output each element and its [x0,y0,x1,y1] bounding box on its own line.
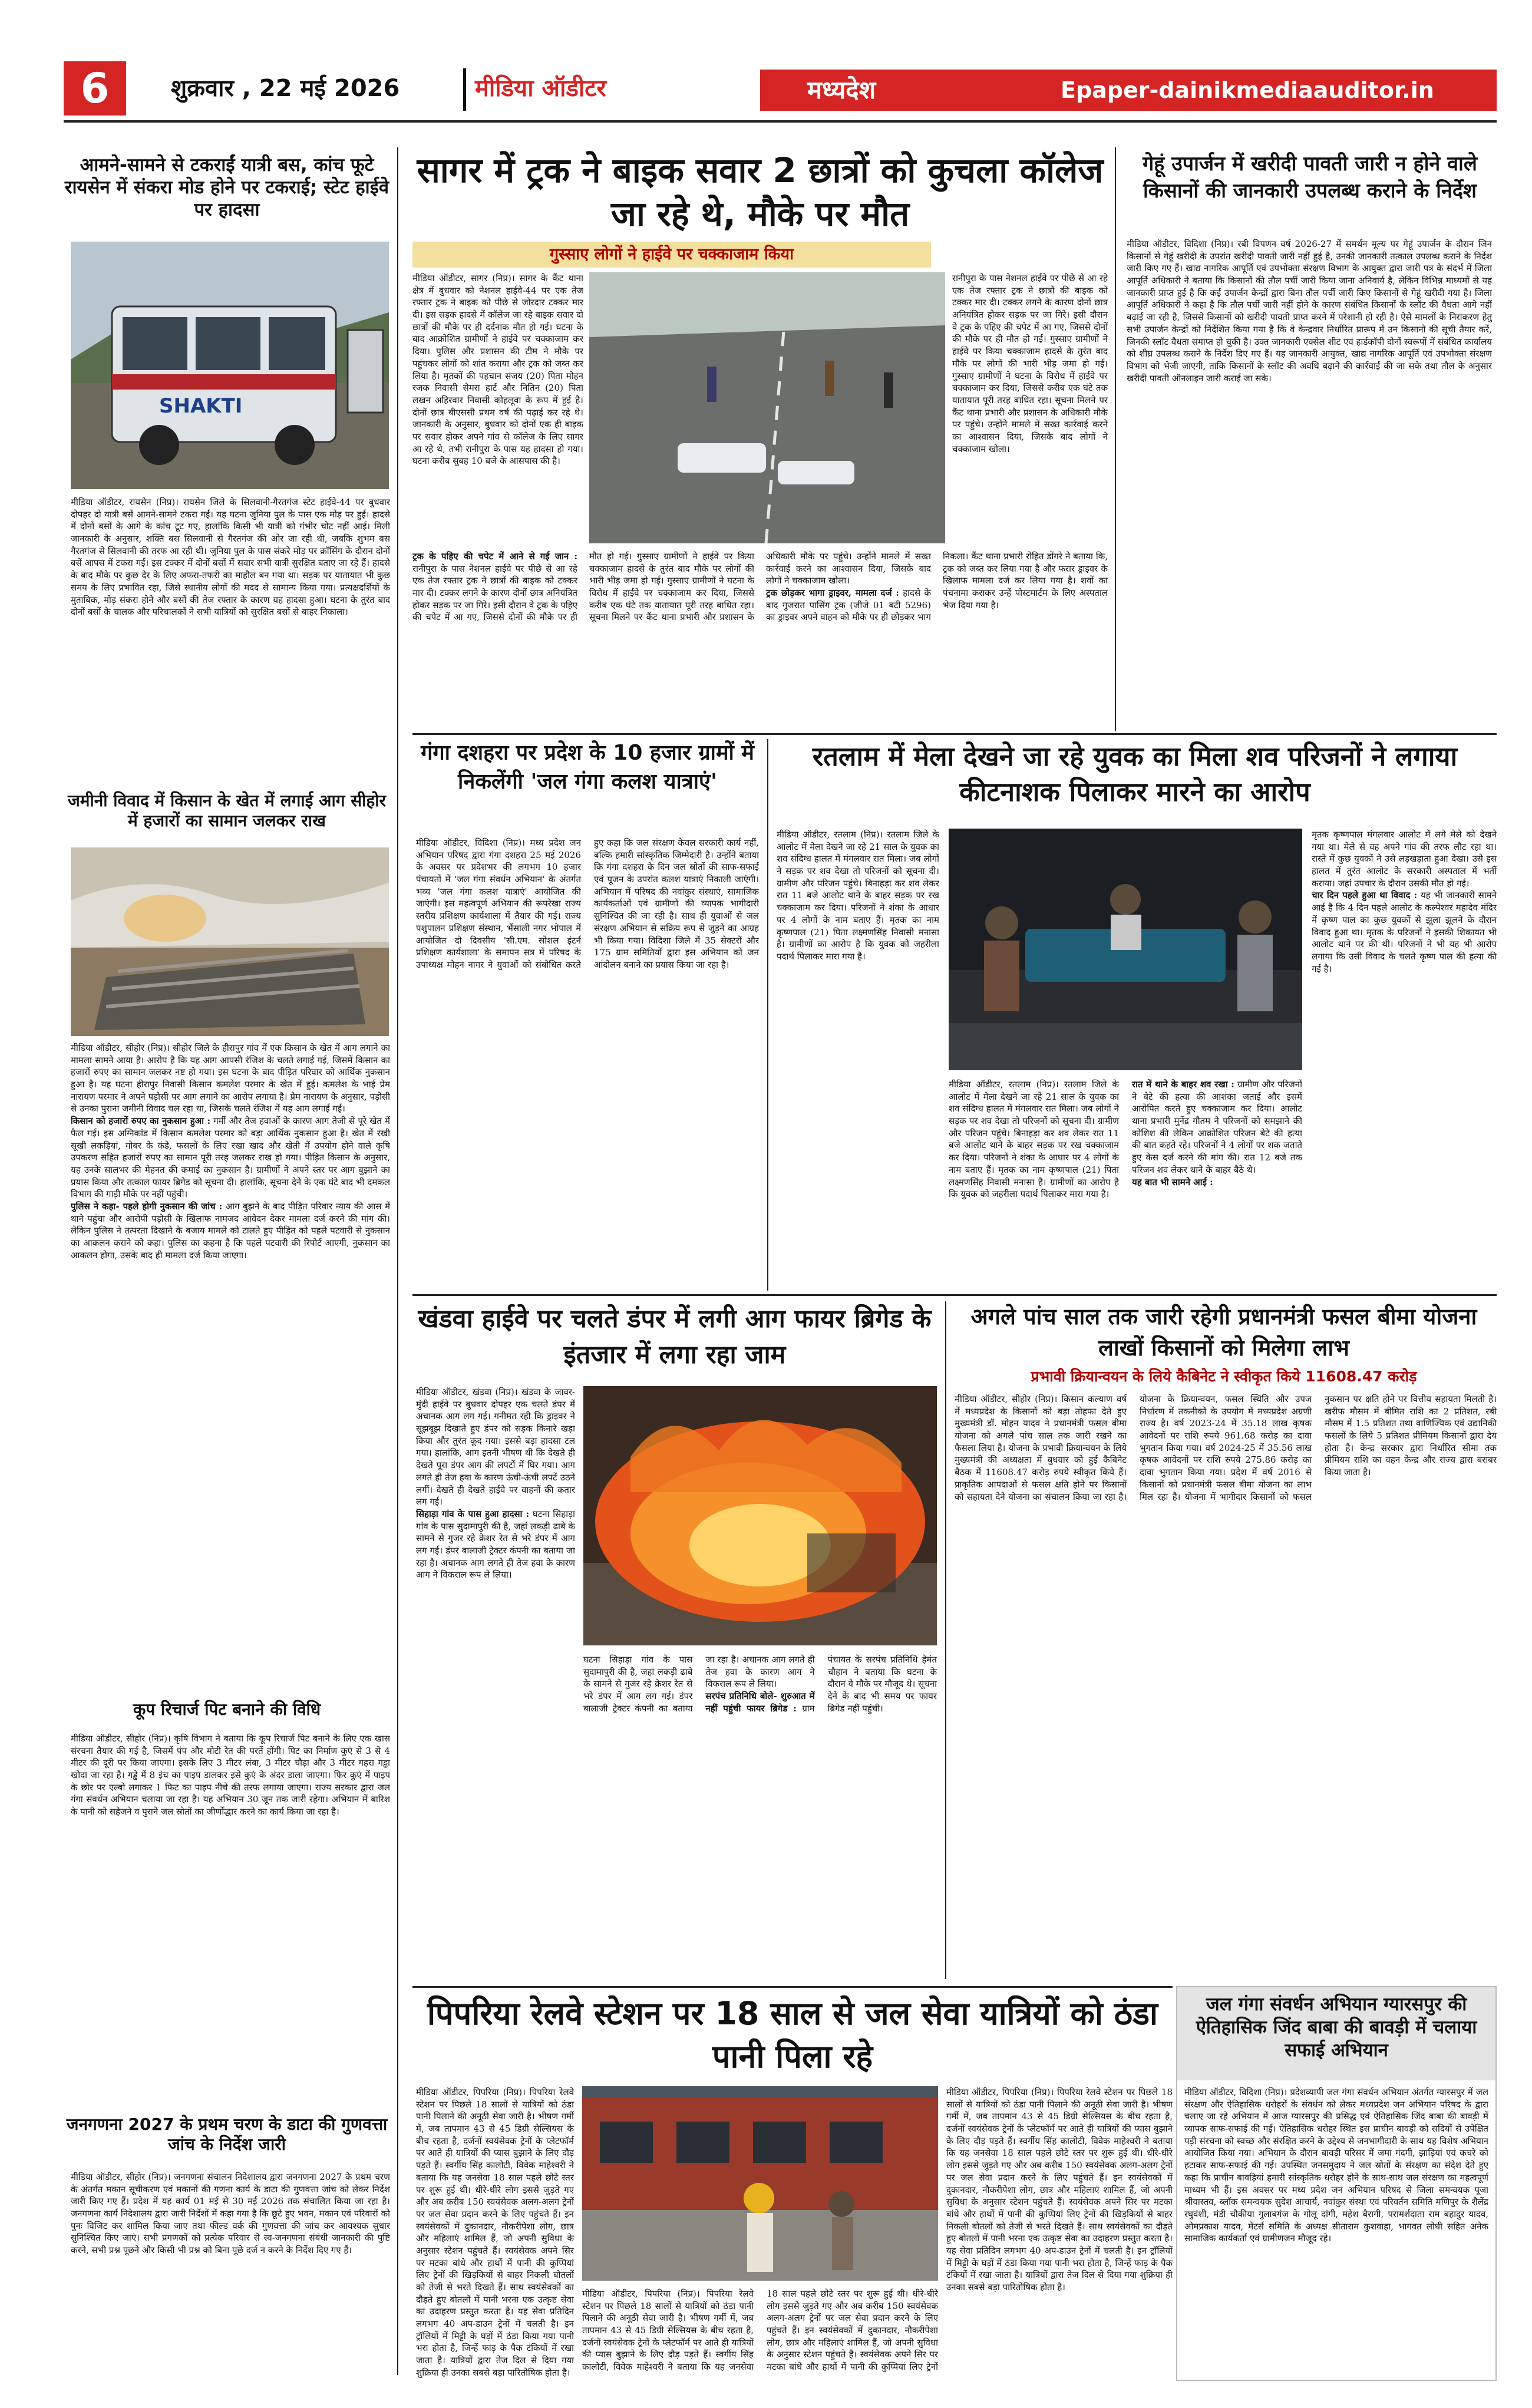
ratlam-para-1b: मीडिया ऑडीटर, रतलाम (निप्र)। रतलाम जिले के आलोट में मेला देखने जा रहे 21 साल के युवक का शव संदिग्ध हालत में मंगलवार रात मिला। जब लोगों ने सड़क पर शव देखा तो परिजनों को सूचना दी। ग्रामीण और परिजन पहुंचे। बिनाहड़ा कर शव लेकर रात 11 बजे आलोट थाने के बाहर सड़क पर रख चक्काजाम कर दिया। परिजनों ने शंका के आधार पर 4 लोगों के नाम बताए हैं। मृतक का नाम कृष्णपाल (21) पिता लक्ष्मणसिंह निवासी मनासा है। ग्रामीणों का आरोप है कि युवक को जहरीला पदार्थ पिलाकर मारा गया है। [949,1079,1119,1200]
sagar-para-2: रानीपुरा के पास नेशनल हाईवे पर पीछे से आ रहे एक तेज रफ्तार ट्रक ने छात्रों की बाइक को टक्कर मार दी। टक्कर लगने के कारण दोनों छात्र अनियंत्रित होकर सड़क पर जा गिरे। इसी दौरान वे ट्रक के पहिए की चपेट में आ गए, जिससे दोनों की मौके पर ही मौत हो गई। गुस्साए ग्रामीणों ने हाईवे पर किया चक्काजाम हादसे के तुरंत बाद मौके पर लोगों की भारी भीड़ जमा हो गई। गुस्साए ग्रामीणों ने घटना के विरोध में हाईवे पर चक्काजाम कर दिया, जिससे करीब एक घंटे तक यातायात पूरी तरह बाधित रहा। सूचना मिलने पर कैंट थाना प्रभारी और प्रशासन के अधिकारी मौके पर पहुंचे। उन्होंने मामले में सख्त कार्रवाई करने का आश्वासन दिया, जिसके बाद लोगों ने चक्काजाम खोला। [412,551,931,623]
farm-fire-photo [71,847,389,1036]
ratlam-para-4: यह भी जानकारी सामने आई है कि 4 दिन पहले आलोट के कल्पेश्वर महादेव मंदिर में कृष्ण पाल का कुछ युवकों से झूला झूलने के दौरान विवाद हुआ था। मृतक के परिजनों ने इसकी शिकायत भी आलोट थाने पर की थी। परिजनों ने भी यह भी आरोप लगाया कि उसी विवाद के चलते कृष्ण पाल की हत्या की गई है। [1312,890,1497,974]
khandwa-para-1b: घटना सिहाड़ा गांव के पास सुदामापुरी की है, जहां लकड़ी ढाबे के सामने से गुजर रहे क्रेशर रेत से भरे डंपर में आग लग गई। डंपर बालाजी ट्रेक्टर कंपनी का बताया जा रहा है। अचानक आग लगते ही तेज हवा के कारण आग ने विकराल रूप ले लिया। [583,1654,815,1714]
body-wheat: मीडिया ऑडीटर, विदिशा (निप्र)। रबी विपणन वर्ष 2026-27 में समर्थन मूल्य पर गेहूं उपार्जन के दौरान जिन किसानों से गेहूं खरीदी के उपरांत खरीदी पावती जारी नहीं हुई है, उनकी जानकारी तत्काल उपलब्ध कराने के निर्देश जारी किए गए हैं। खाद्य नागरिक आपूर्ति एवं उपभोक्ता संरक्षण विभाग के आयुक्त द्वारा जारी पत्र के संदर्भ में जिला आपूर्ति अधिकारी ने बताया कि किसानों की तौल पर्ची जारी किया जाना अनिवार्य है, लेकिन विभिन्न माध्यमों से यह जानकारी प्राप्त हुई है कि कई उपार्जन केन्द्रों द्वारा बिना तौल पर्ची जारी किए किसानों से गेहूं खरीदी गया है। जिला आपूर्ति अधिकारी ने कहा है कि तौल पर्ची जारी नहीं होने के कारण संबंधित किसानों के स्लॉट की वैधता आगे नहीं बढ़ाई जा रही है, जिससे किसानों को खरीदी पावती प्राप्त करने में परेशानी हो रही है। ऐसे मामलों के निराकरण हेतु सभी उपार्जन केन्द्रों को निर्देशित किया गया है कि वे केन्द्रवार निर्धारित प्रारूप में उन किसानों की सूची तैयार करें, जिनकी स्लॉट वैधता समाप्त हो चुकी है। उक्त जानकारी एक्सेल शीट एवं हार्डकॉपी दोनों स्वरूपों में संबंधित कार्यालय को शीघ्र उपलब्ध कराने के निर्देश दिए गए हैं। यह जानकारी आयुक्त, खाद्य नागरिक आपूर्ति एवं उपभोक्ता संरक्षण विभाग को भेजी जाएगी, ताकि किसानों के स्लॉट की अवधि बढ़ाने की कार्रवाई की जा सके तथा तौल के अनुसार खरीदी पावती ऑनलाइन जारी कराई जा सके। [1127,239,1492,384]
khandwa-sub-1: सिहाड़ा गांव के पास हुआ हादसा : [416,1508,530,1519]
body-ratlam [777,829,1497,1291]
farm-fire-sub-1: किसान को हजारों रुपए का नुकसान हुआ : [71,1116,211,1127]
pipariya-para-1b: मीडिया ऑडीटर, पिपरिया (निप्र)। पिपरिया रेलवे स्टेशन पर पिछले 18 सालों से यात्रियों को ठंडा पानी पिलाने की अनूठी सेवा जारी है। भीषण गर्मी में, जब तापमान 43 से 45 डिग्री सेल्सियस के बीच रहता है, दर्जनों स्वयंसेवक ट्रेनों के प्लेटफॉर्म पर आते ही यात्रियों की प्यास बुझाने के लिए दौड़ पड़ते हैं। स्वर्गीय सिंह कालोटी, विवेक माहेश्वरी ने बताया कि यह जनसेवा 18 साल पहले छोटे स्तर पर शुरू हुई थी। धीरे-धीरे लोग इससे जुड़ते गए और अब करीब 150 स्वयंसेवक अलग-अलग ट्रेनों पर जल सेवा प्रदान करने के लिए पहुंचते हैं। इन स्वयंसेवकों में दुकानदार, नौकरीपेशा लोग, छात्र और महिलाएं शामिल हैं, जो अपनी सुविधा के अनुसार स्टेशन पहुंचते हैं। स्वयंसेवक अपने सिर पर मटका बांधे और हाथों में पानी की कुप्पियां लिए ट्रेनों [582,2288,938,2373]
epaper-url[interactable]: Epaper-dainikmediaauditor.in [1061,77,1434,103]
body-farm-fire [71,1042,390,1696]
masthead-rule [64,120,1497,123]
covered-body [678,443,766,473]
headline-ratlam: रतलाम में मेला देखने जा रहे युवक का मिला शव परिजनों ने लगाया कीटनाशक पिलाकर मारने का आरोप [812,741,1458,808]
headline-recharge: कूप रिचार्ज पिट बनाने की विधि [133,1700,321,1719]
sagar-para-1: मीडिया ऑडीटर, सागर (निप्र)। सागर के कैंट थाना क्षेत्र में बुधवार को नेशनल हाईवे-44 पर एक तेज रफ्तार ट्रक ने बाइक को पीछे से जोरदार टक्कर मार दी। इस सड़क हादसे में कॉलेज जा रहे बाइक सवार दो छात्रों की मौके पर ही दर्दनाक मौत हो गई। घटना के बाद आक्रोशित ग्रामीणों ने हाईवे पर चक्काजाम कर दिया। पुलिस और प्रशासन की टीम ने मौके पर पहुंचकर लोगों को शांत कराया और ट्रक को जब्त कर लिया है। मृतकों की पहचान संजय (20) पिता मोहन रजक निवासी सेमरा हार्ट और नितिन (20) पिता लखन अहिरवार निवासी कोहलूवा के रूप में हुई है। दोनों छात्र बीएससी प्रथम वर्ष की पढ़ाई कर रहे थे। जानकारी के अनुसार, बुधवार को दोनों एक ही बाइक पर सवार होकर अपने गांव से कॉलेज के लिए सागर आ रहे थे, तभी रानीपुरा के पास यह हादसा हो गया। घटना करीब सुबह 10 बजे के आसपास की है। [412,273,583,467]
headline-khandwa: खंडवा हाईवे पर चलते डंपर में लगी आग फायर ब्रिगेड के इंतजार में लगा रहा जाम [418,1304,932,1370]
sagar-para-2a: रानीपुरा के पास नेशनल हाईवे पर पीछे से आ रहे एक तेज रफ्तार ट्रक ने छात्रों की बाइक को टक्कर मार दी। टक्कर लगने के कारण दोनों छात्र अनियंत्रित होकर सड़क पर जा गिरे। इसी दौरान वे ट्रक के पहिए की चपेट में आ गए, जिससे दोनों की मौके पर ही मौत हो गई। गुस्साए ग्रामीणों ने हाईवे पर किया चक्काजाम हादसे के तुरंत बाद मौके पर लोगों की भारी भीड़ जमा हो गई। गुस्साए ग्रामीणों ने घटना के विरोध में हाईवे पर चक्काजाम कर दिया, जिससे करीब एक घंटे तक यातायात पूरी तरह बाधित रहा। सूचना मिलने पर कैंट थाना प्रभारी और प्रशासन के अधिकारी मौके पर पहुंचे। उन्होंने मामले में सख्त कार्रवाई करने का आश्वासन दिया, जिसके बाद लोगों ने चक्काजाम खोला। [952,273,1108,454]
khandwa-sub-2: सरपंच प्रतिनिधि बोले- शुरुआत में नहीं पहुंची फायर ब्रिगेड : [705,1691,815,1714]
bus-livery-text: SHAKTI [159,394,243,418]
headline-sagar: सागर में ट्रक ने बाइक सवार 2 छात्रों को कुचला कॉलेज जा रहे थे, मौके पर मौत [417,150,1104,235]
body-baoli: मीडिया ऑडीटर, विदिशा (निप्र)। प्रदेशव्यापी जल गंगा संवर्धन अभियान अंतर्गत ग्यारसपुर में जल संरक्षण और ऐतिहासिक धरोहरों के संवर्धन को लेकर मध्यप्रदेश जन अभियान परिषद के द्वारा चलाए जा रहे अभियान में आज ग्यारसपुर की प्रसिद्ध एवं ऐतिहासिक जिंद बाबा की बावड़ी में व्यापक साफ-सफाई की गई। ऐतिहासिक धरोहर स्थित इस प्राचीन बावड़ी को सदियों से उपेक्षित पड़ी संरचना को स्वच्छ और संरक्षित करने के उद्देश्य से जनभागीदारी के साथ यह विशेष अभियान आयोजित किया गया। अभियान के दौरान बावड़ी परिसर में जमा गंदगी, झाड़ियां एवं कचरे को हटाकर साफ-सफाई की गई। उपस्थित जनसमुदाय ने जल स्रोतों के संरक्षण का संदेश देते हुए कहा कि प्राचीन बावड़ियां हमारी सांस्कृतिक धरोहर होने के साथ-साथ जल संरक्षण का महत्वपूर्ण माध्यम भी हैं। इस अवसर पर मध्य प्रदेश जन अभियान परिषद से जिला समन्वयक पूजा श्रीवास्तव, ब्लॉक समन्वयक सुदेश आचार्य, नवांकुर संस्था एवं परिवर्तन समिति मणिपुर के शैलेंद्र रघुवंशी, मंडी चौकीया गुलाबगंज के गोलू दांगी, महेश बैरागी, परामर्शदाता राम बहादुर यादव, ओमप्रकाश यादव, मेंटर्स समिति के अध्यक्ष सीताराम कुशवाहा, भागवत लोधी सहित अनेक सामाजिक कार्यकर्ता एवं ग्रामीणजन मौजूद रहे। [1184,2087,1488,2244]
ratlam-para-2: ग्रामीण और परिजनों ने बेटे की हत्या की आशंका जताई और इसमें आरोपित करते हुए चक्काजाम कर दिया। आलोट थाना प्रभारी मुनेंद्र गौतम ने परिजनों को समझाने की कोशिश की लेकिन आक्रोशित परिजन बेटे की हत्या की बात कहते रहे। परिजनों ने 4 लोगों पर शक जताते हुए केस दर्ज करने की मांग की। रात 12 बजे तक परिजन शव लेकर थाने के बाहर बैठे थे। [1132,1079,1302,1175]
farm-fire-para-1: मीडिया ऑडीटर, सीहोर (निप्र)। सीहोर जिले के हीरापुर गांव में एक किसान के खेत में आग लगाने का मामला सामने आया है। आरोप है कि यह आग आपसी रंजिश के चलते लगाई गई, जिसमें किसान का हजारों रुपए का सामान जलकर नष्ट हो गया। इस घटना के बाद पीड़ित परिवार को आर्थिक नुकसान हुआ है। यह घटना हीरापुर निवासी किसान कमलेश परमार के खेत में हुई। कमलेश के भाई प्रेम नारायण परमार ने अपने पड़ोसी पर आग लगाने का आरोप लगाया है। प्रेम नारायण के अनुसार, पड़ोसी से उनका पुराना जमीनी विवाद चल रहा था, जिसके चलते रंजिश में यह आग लगाई गई। [71,1043,390,1114]
section-rule [412,1986,1173,1988]
headline-fasal: अगले पांच साल तक जारी रहेगी प्रधानमंत्री फसल बीमा योजना लाखों किसानों को मिलेगा लाभ [970,1304,1477,1361]
column-rule [397,147,398,2375]
subhead-fasal: प्रभावी क्रियान्वयन के लिये कैबिनेट ने स्वीकृत किये 11608.47 करोड़ [1031,1368,1417,1385]
pipariya-para-1: मीडिया ऑडीटर, पिपरिया (निप्र)। पिपरिया रेलवे स्टेशन पर पिछले 18 सालों से यात्रियों को ठंडा पानी पिलाने की अनूठी सेवा जारी है। भीषण गर्मी में, जब तापमान 43 से 45 डिग्री सेल्सियस के बीच रहता है, दर्जनों स्वयंसेवक ट्रेनों के प्लेटफॉर्म पर आते ही यात्रियों की प्यास बुझाने के लिए दौड़ पड़ते हैं। स्वर्गीय सिंह कालोटी, विवेक माहेश्वरी ने बताया कि यह जनसेवा 18 साल पहले छोटे स्तर पर शुरू हुई थी। धीरे-धीरे लोग इससे जुड़ते गए और अब करीब 150 स्वयंसेवक अलग-अलग ट्रेनों पर जल सेवा प्रदान करने के लिए पहुंचते हैं। इन स्वयंसेवकों में दुकानदार, नौकरीपेशा लोग, छात्र और महिलाएं शामिल हैं, जो अपनी सुविधा के अनुसार स्टेशन पहुंचते हैं। स्वयंसेवक अपने सिर पर मटका बांधे और हाथों में पानी की कुप्पियां लिए ट्रेनों की खिड़कियों से बाहर निकली बोतलों को तेजी से भरते दिखते हैं। साथ स्वयंसेवकों का दौड़ते हुए बोतलों में पानी भरना एक उत्कृष्ट सेवा का उदाहरण प्रस्तुत करता है। यह सेवा प्रतिदिन लगभग 40 अप-डाउन ट्रेनों में चलती है। इन ट्रॉलियों में मिट्टी के घड़ों में ठंडा किया गया पानी भरा होता है, जिन्हें फाड़ के पैक टंकियों में रखा जाता है। यात्रियों द्वारा तेज दिल से दिया गया शुक्रिया ही उनका सबसे बड़ा पारितोषिक होता है। [416,2087,574,2378]
ratlam-sub-1: रात में थाने के बाहर शव रखा : [1132,1079,1234,1090]
headline-pipariya: पिपरिया रेलवे स्टेशन पर 18 साल से जल सेवा यात्रियों को ठंडा पानी पिला रहे [427,1995,1158,2076]
page-number: 6 [80,64,110,113]
body-bus: मीडिया ऑडीटर, रायसेन (निप्र)। रायसेन जिले के सिलवानी-गैरतगंज स्टेट हाईवे-44 पर बुधवार दोपहर दो यात्री बसें आमने-सामने टकरा गईं। यह घटना जुनिया पुल के पास एक मोड़ पर हुई। हादसे में दोनों बसों के आगे के कांच टूट गए, हालांकि किसी भी यात्री को गंभीर चोट नहीं आई। मिली जानकारी के अनुसार, शक्ति बस सिलवानी से गैरतगंज की ओर जा रही थी, जबकि शुभम बस गैरतगंज से सिलवानी की तरफ आ रही थी। जुनिया पुल के पास संकरे मोड़ पर क्रॉसिंग के दौरान दोनों बसें आपस में टकरा गईं। इस टक्कर में दोनों बसों में सवार सभी यात्री सुरक्षित बताए जा रहे हैं। हादसे के बाद मौके पर कुछ देर के लिए अफरा-तफरी का माहौल बन गया था। सड़क पर यातायात भी कुछ समय के लिए प्रभावित रहा, जिसे स्थानीय लोगों की मदद से सामान्य किया गया। प्रत्यक्षदर्शियों के मुताबिक, मोड़ संकरा होने और बसों की तेज रफ्तार के कारण यह हादसा हुआ। घटना के तुरंत बाद दोनों बसों के चालक और परिचालकों ने सभी यात्रियों को सुरक्षित बसों से बाहर निकाला। [71,497,390,618]
ratlam-para-3: मृतक कृष्णपाल मंगलवार आलोट में लगे मेले को देखने गया था। मेले से वह अपने गांव की तरफ लौट रहा था। रास्ते में कुछ युवकों ने उसे लड़खड़ाता हुआ देखा। उसे इस हालत में तुरंत आलोट के सरकारी अस्पताल में भर्ती कराया। जहां उपचार के दौरान उसकी मौत हो गई। [1312,829,1497,889]
farm-fire-para-3: आग बुझने के बाद पीड़ित परिवार न्याय की आस में थाने पहुंचा और आरोपी पड़ोसी के खिलाफ नामजद आवेदन देकर मामला दर्ज करने की मांग की। लेकिन पुलिस ने तत्परता दिखाने के बजाय मामले को टालते हुए पीड़ित को पहले पटवारी से नुकसान का आकलन कराने को कहा। पुलिस का कहना है कि पहले पटवारी की रिपोर्ट आएगी, नुकसान का आकलन होगा, उसके बाद ही मामला दर्ज किया जाएगा। [71,1200,390,1261]
ratlam-sub-3: चार दिन पहले हुआ था विवाद : [1312,890,1418,901]
subhead-sagar: गुस्साए लोगों ने हाईवे पर चक्काजाम किया [412,242,931,268]
sagar-para-3: हादसे के बाद गुजरात पासिंग ट्रक (जीजे 01 बटी 5296) का ड्राइवर अपने वाहन को मौके पर ही छोड़कर भाग निकला। कैंट थाना प्रभारी रोहित डोंगरे ने बताया कि, ट्रक को जब्त कर लिया गया है और फरार ड्राइवर के खिलाफ मामला दर्ज कर लिया गया है। शवों का पंचनामा कराकर उन्हें पोस्टमार्टम के लिए अस्पताल भेज दिया गया है। [766,551,1108,623]
headline-bus: आमने-सामने से टकराईं यात्री बस, कांच फूटे रायसेन में संकरा मोड होने पर टकराई; स्टेट हाईवे पर हादसा [64,154,389,220]
body-ganga: मीडिया ऑडीटर, विदिशा (निप्र)। मध्य प्रदेश जन अभियान परिषद द्वारा गंगा दशहरा 25 मई 2026 के अवसर पर प्रदेशभर की लगभग 10 हजार पंचायतों में 'जल गंगा संवर्धन अभियान' के अंतर्गत भव्य 'जल गंगा कलश यात्राएं' आयोजित की जाएंगी। इस महत्वपूर्ण अभियान की रूपरेखा राज्य स्तरीय प्रशिक्षण कार्यशाला में तैयार की गई। राज्य पशुपालन प्रशिक्षण संस्थान, भैंसाली नगर भोपाल में आयोजित दो दिवसीय 'सी.एम. सोशल इंटर्न प्रशिक्षण कार्यशाला' के समापन सत्र में परिषद के उपाध्यक्ष मोहन नागर ने युवाओं को संबोधित करते हुए कहा कि जल संरक्षण केवल सरकारी कार्य नहीं, बल्कि हमारी सांस्कृतिक जिम्मेदारी है। उन्होंने बताया कि गंगा दशहरा के दिन जल स्रोतों की साफ-सफाई एवं पूजन के उपरांत कलश यात्राएं निकाली जाएंगी। अभियान में परिषद की नवांकुर संस्थाएं, सामाजिक कार्यकर्ताओं एवं ग्रामीणों की व्यापक भागीदारी सुनिश्चित की जा रही है। साथ ही युवाओं से जल संरक्षण अभियान से सक्रिय रूप से जुड़ने का आग्रह भी किया गया। विदिशा जिले में 35 सेक्टरों और 175 ग्राम समितियों द्वारा इस अभियान को जन आंदोलन बनाने का प्रयास किया जा रहा है। [416,837,759,970]
body-sagar [412,272,1108,750]
ratlam-photo [949,829,1302,1070]
headline-wheat: गेहूं उपार्जन में खरीदी पावती जारी न होने वाले किसानों की जानकारी उपलब्ध कराने के निर्देश [1143,152,1477,203]
section-name: मध्यदेश [807,75,876,104]
body-khandwa [416,1386,937,1981]
headline-baoli: जल गंगा संवर्धन अभियान ग्यारसपुर की ऐतिहासिक जिंद बाबा की बावड़ी में चलाया सफाई अभियान [1177,1987,1495,2080]
sagar-sub-1: ट्रक के पहिए की चपेट में आने से गई जान : [412,551,577,562]
sagar-photo [589,272,945,543]
body-pipariya [416,2086,1173,2381]
headline-ganga: गंगा दशहरा पर प्रदेश के 10 हजार ग्रामों में निकलेंगी 'जल गंगा कलश यात्राएं' [421,741,754,794]
body-recharge: मीडिया ऑडीटर, सीहोर (निप्र)। कृषि विभाग ने बताया कि कूप रिचार्ज पिट बनाने के लिए एक खास संरचना तैयार की गई है, जिसमें पंप और मोटी रेत की परतें होंगी। पिट का निर्माण कुएं से 3 से 4 मीटर की दूरी पर किया जाएगा। इसके लिए 3 मीटर लंबा, 3 मीटर चौड़ा और 3 मीटर गहरा गड्ढा खोदा जा रहा है। गड्ढे में 8 इंच का पाइप डालकर इसे कुएं के अंदर डाला जाएगा। फिर कुएं में पाइप के छोर पर एल्बो लगाकर 1 फिट का पाइप नीचे की तरफ लगाया जाएगा। राज्य सरकार द्वारा जल गंगा संवर्धन अभियान चलाया जा रहा है। यह अभियान 30 जून तक जारी रहेगा। अभियान में बारिश के पानी को सहेजने व पुराने जल स्रोतों का जीर्णोद्धार करने का कार्य किया जा रहा है। [71,1733,390,1817]
sagar-sub-2: ट्रक छोड़कर भागा ड्राइवर, मामला दर्ज : [766,588,899,599]
body-fasal: मीडिया ऑडीटर, सीहोर (निप्र)। किसान कल्याण वर्ष में मध्यप्रदेश के किसानों को बड़ा तोहफा देते हुए मुख्यमंत्री डॉ. मोहन यादव ने प्रधानमंत्री फसल बीमा योजना को अगले पांच साल तक जारी रखने का फैसला लिया है। योजना के प्रभावी क्रियान्वयन के लिये मुख्यमंत्री की अध्यक्षता में बुधवार को हुई कैबिनेट बैठक में 11608.47 करोड़ रुपये स्वीकृत किये हैं। प्राकृतिक आपदाओं से फसल क्षति होने पर किसानों को सहायता देने योजना का संचालन किया जा रहा है। योजना के क्रियान्वयन, फसल स्थिति और उपज निर्धारण में तकनीकों के उपयोग में मध्यप्रदेश अग्रणी राज्य है। वर्ष 2023-24 में 35.18 लाख कृषक आवेदनों पर राशि रुपये 961.68 करोड़ का दावा भुगतान किया गया। वर्ष 2024-25 में 35.56 लाख कृषक आवेदनों पर राशि रुपये 275.86 करोड़ का दावा भुगतान किया गया। प्रदेश में वर्ष 2016 से किसानों को प्रधानमंत्री फसल बीमा योजना का लाभ मिल रहा है। योजना में भागीदार किसानों को फसल नुकसान पर क्षति होने पर वित्तीय सहायता मिलती है। खरीफ मौसम में बीमित राशि का 2 प्रतिशत, रबी मौसम में 1.5 प्रतिशत तथा वाणिज्यिक एवं उद्यानिकी फसलों के लिये 5 प्रतिशत प्रीमियम किसानों द्वारा देय होता है। केन्द्र सरकार द्वारा निर्धारित सीमा तक प्रीमियम राशि का वहन केन्द्र और राज्य द्वारा बराबर किया जाता है। [955,1394,1497,1502]
ratlam-para-1: मीडिया ऑडीटर, रतलाम (निप्र)। रतलाम जिले के आलोट में मेला देखने जा रहे 21 साल के युवक का शव संदिग्ध हालत में मंगलवार रात मिला। जब लोगों ने सड़क पर शव देखा तो परिजनों को सूचना दी। ग्रामीण और परिजन पहुंचे। बिनाहड़ा कर शव लेकर रात 11 बजे आलोट थाने के बाहर सड़क पर रख चक्काजाम कर दिया। परिजनों ने शंका के आधार पर 4 लोगों के नाम बताए हैं। मृतक का नाम कृष्णपाल (21) पिता लक्ष्मणसिंह निवासी मनासा है। ग्रामीणों का आरोप है कि युवक को जहरीला पदार्थ पिलाकर मारा गया है। [777,829,939,962]
pipariya-para-2: मीडिया ऑडीटर, पिपरिया (निप्र)। पिपरिया रेलवे स्टेशन पर पिछले 18 सालों से यात्रियों को ठंडा पानी पिलाने की अनूठी सेवा जारी है। भीषण गर्मी में, जब तापमान 43 से 45 डिग्री सेल्सियस के बीच रहता है, दर्जनों स्वयंसेवक ट्रेनों के प्लेटफॉर्म पर आते ही यात्रियों की प्यास बुझाने के लिए दौड़ पड़ते हैं। स्वर्गीय सिंह कालोटी, विवेक माहेश्वरी ने बताया कि यह जनसेवा 18 साल पहले छोटे स्तर पर शुरू हुई थी। धीरे-धीरे लोग इससे जुड़ते गए और अब करीब 150 स्वयंसेवक अलग-अलग ट्रेनों पर जल सेवा प्रदान करने के लिए पहुंचते हैं। इन स्वयंसेवकों में दुकानदार, नौकरीपेशा लोग, छात्र और महिलाएं शामिल हैं, जो अपनी सुविधा के अनुसार स्टेशन पहुंचते हैं। स्वयंसेवक अपने सिर पर मटका बांधे और हाथों में पानी की कुप्पियां लिए ट्रेनों की खिड़कियों से बाहर निकली बोतलों को तेजी से भरते दिखते हैं। साथ स्वयंसेवकों का दौड़ते हुए बोतलों में पानी भरना एक उत्कृष्ट सेवा का उदाहरण प्रस्तुत करता है। यह सेवा प्रतिदिन लगभग 40 अप-डाउन ट्रेनों में चलती है। इन ट्रॉलियों में मिट्टी के घड़ों में ठंडा किया गया पानी भरा होता है, जिन्हें फाड़ के पैक टंकियों में रखा जाता है। यात्रियों द्वारा तेज दिल से दिया गया शुक्रिया ही उनका सबसे बड़ा पारितोषिक होता है। [946,2087,1173,2292]
body-census: मीडिया ऑडीटर, सीहोर (निप्र)। जनगणना संचालन निदेशालय द्वारा जनगणना 2027 के प्रथम चरण के अंतर्गत मकान सूचीकरण एवं मकानों की गणना कार्य के डाटा की गुणवत्ता जांच को लेकर निर्देश जारी किए गए हैं। प्रदेश में यह कार्य 01 मई से 30 मई 2026 तक संचालित किया जा रहा है। जनगणना कार्य निदेशालय द्वारा जारी निर्देशों में कहा गया है कि छूटे हुए भवन, मकान एवं परिवारों को पुनः विजिट कर शामिल किया जाए तथा फील्ड वर्क की गुणवत्ता की जांच कर आवश्यक सुधार सुनिश्चित किए जाएं। सभी प्रगणकों को प्रत्येक परिवार से स्व-जनगणना संबंधी जानकारी की पुष्टि करने, सभी प्रश्न पूछने और किसी भी प्रश्न को बिना पूछे दर्ज न करने के निर्देश दिए गए हैं। [71,2172,390,2256]
masthead-divider [463,68,466,111]
column-rule [1115,147,1116,731]
section-rule [412,1294,1497,1296]
issue-date: शुक्रवार , 22 मई 2026 [171,75,400,102]
ratlam-sub-2: यह बात भी सामने आई : [1132,1176,1213,1187]
headline-farm-fire: जमीनी विवाद में किसान के खेत में लगाई आग सीहोर में हजारों का सामान जलकर राख [67,791,387,831]
pipariya-photo [582,2086,938,2281]
farm-fire-sub-2: पुलिस ने कहा- पहले होगी नुकसान की जांच : [71,1200,223,1212]
khandwa-para-3: ग्राम पंचायत के सरपंच प्रतिनिधि हेमंत चौहान ने बताया कि घटना के दौरान वे मौके पर मौजूद थे। सूचना देने के बाद भी समय पर फायर ब्रिगेड नहीं पहुंची। [802,1654,937,1714]
headline-census: जनगणना 2027 के प्रथम चरण के डाटा की गुणवत्ता जांच के निर्देश जारी [66,2115,388,2155]
section-rule [412,733,1497,735]
bus-photo [71,242,389,489]
khandwa-para-2: घटना सिहाड़ा गांव के पास सुदामापुरी की है, जहां लकड़ी ढाबे के सामने से गुजर रहे क्रेशर रेत से भरे डंपर में आग लग गई। डंपर बालाजी ट्रेक्टर कंपनी का बताया जा रहा है। अचानक आग लगते ही तेज हवा के कारण आग ने विकराल रूप ले लिया। [416,1508,575,1581]
column-rule [945,1301,946,1979]
khandwa-photo [583,1386,937,1645]
column-rule [767,739,768,1291]
paper-name: मीडिया ऑडीटर [475,75,606,102]
farm-fire-para-2: गर्मी और तेज हवाओं के कारण आग तेजी से पूरे खेत में फैल गई। इस अग्निकांड में किसान कमलेश परमार को बड़ा आर्थिक नुकसान हुआ है। खेत में रखी सूखी लकड़ियां, गोबर के कंडे, फसलों के लिए रखा खाद और खेती में उपयोग होने वाले कृषि उपकरण सहित हजारों रुपए का सामान पूरी तरह जलकर राख हो गया। पीड़ित किसान के अनुसार, यह उनके सालभर की मेहनत की कमाई का नुकसान है। ग्रामीणों ने अपने स्तर पर आग बुझाने का प्रयास किया और तत्काल फायर ब्रिगेड को सूचना दी। हालांकि, सूचना देने के एक घंटे बाद भी दमकल विभाग की गाड़ी मौके पर नहीं पहुंची। [71,1116,390,1200]
masthead [0,0,1532,121]
khandwa-para-1: मीडिया ऑडीटर, खंडवा (निप्र)। खंडवा के जावर-मुंदी हाईवे पर बुधवार दोपहर एक चलते डंपर में अचानक आग लग गई। गनीमत रही कि ड्राइवर ने सूझबूझ दिखाते हुए डंपर को सड़क किनारे खड़ा किया और तुरंत कूद गया। इससे बड़ा हादसा टल गया। हालांकि, आग इतनी भीषण थी कि देखते ही देखते पूरा डंपर आग की लपटों में घिर गया। आग लगते ही तेज हवा के कारण ऊंची-ऊंची लपटें उठने लगीं। देखते ही देखते हाईवे पर वाहनों की कतार लग गई। [416,1387,575,1508]
